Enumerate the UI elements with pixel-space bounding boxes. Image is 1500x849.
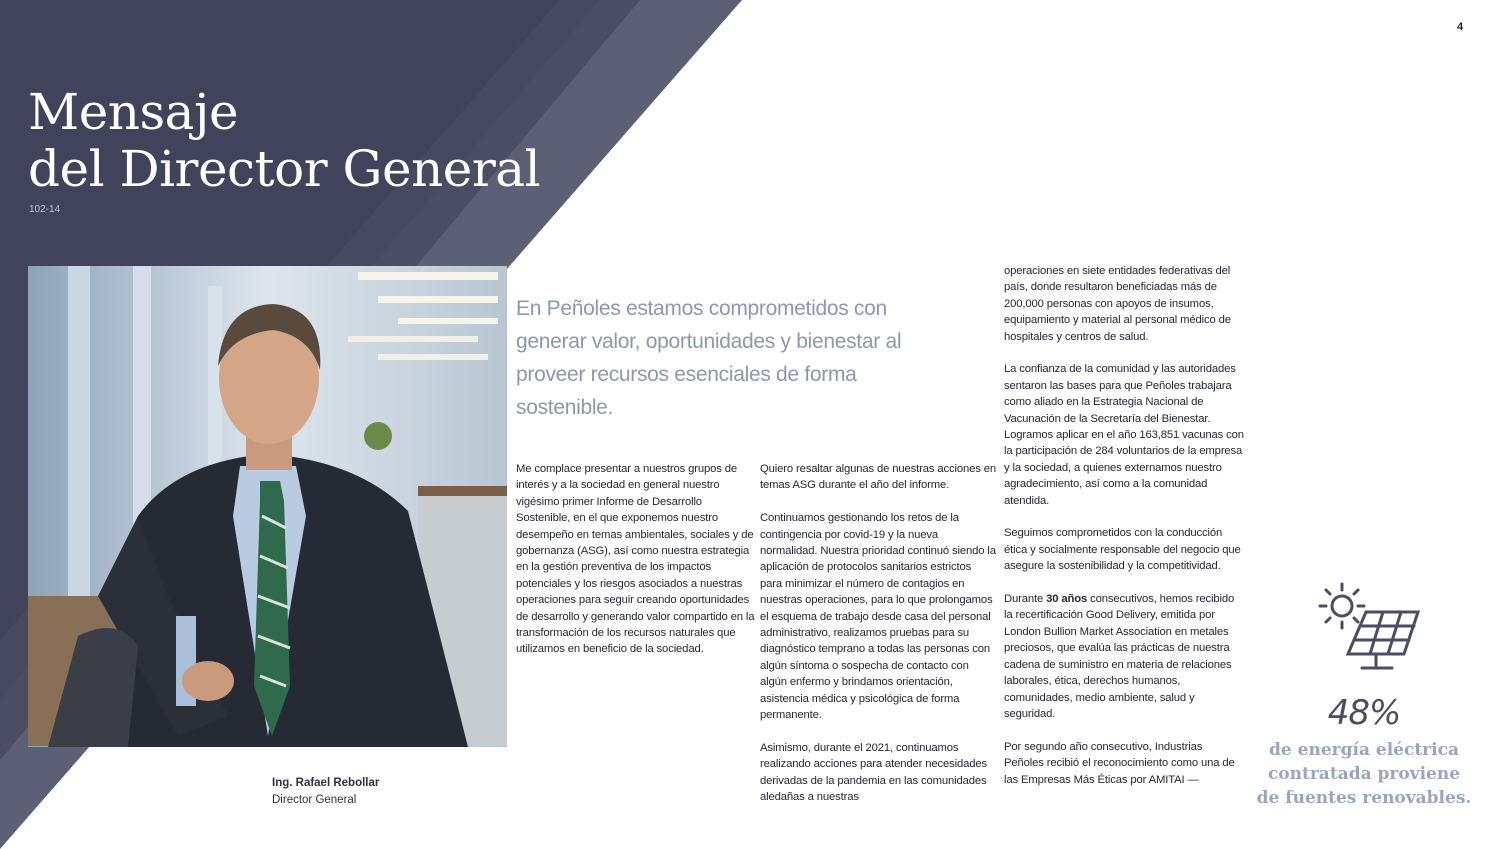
solar-panel-icon [1314, 580, 1420, 672]
body-column-3 [1004, 263, 1244, 788]
paragraph: operaciones en siete entidades federativas del país, donde resultaron beneficiadas más de 200,000 personas con apoyos de insumos, equipamiento y material al personal médico de hospitales y centros de salud. [1004, 265, 1231, 343]
portrait-illustration [28, 266, 507, 747]
director-role: Director General [272, 794, 357, 806]
director-name: Ing. Rafael Rebollar [272, 777, 380, 789]
bold-highlight: 30 años [1046, 593, 1088, 606]
title-line-2: del Director General [28, 140, 541, 198]
paragraph: La confianza de la comunidad y las autoridades sentaron las bases para que Peñoles trabajara como aliado en la Estrategia Nacional de Vacunación de la Secretaría del Bienestar. Logramos aplicar en el año 163,851 vacunas con la participación de 284 voluntarios de la empresa y la sociedad, a quienes externamos nuestro agradecimiento, así como a la comunidad atendida. [1004, 363, 1244, 507]
stat-description: de energía eléctrica contratada proviene de fuentes renovables. [1256, 740, 1472, 808]
paragraph: Continuamos gestionando los retos de la contingencia por covid-19 y la nueva normalidad. Nuestra prioridad continuó siendo la aplicación de protocolos sanitarios estrictos para minimizar el número de contagios en nuestras operaciones, para lo que prolongamos el esquema de trabajo desde casa del personal administrativo, realizamos pruebas para su diagnóstico temprano a todas las personas con algún síntoma o sospecha de contacto con algún enfermo y brindamos orientación, asistencia médica y psicológica de forma permanente. [760, 512, 996, 722]
paragraph: Quiero resaltar algunas de nuestras acciones en temas ASG durante el año del informe. [760, 463, 996, 492]
photo-caption [272, 775, 379, 809]
title-line-1: Mensaje [28, 83, 239, 141]
gri-code: 102-14 [29, 204, 61, 215]
page-number: 4 [1456, 21, 1464, 33]
page-title [28, 84, 540, 198]
paragraph: Seguimos comprometidos con la conducción ética y socialmente responsable del negocio que asegure la sostenibilidad y la competitividad. [1004, 527, 1241, 573]
body-column-1 [516, 461, 756, 658]
paragraph: Por segundo año consecutivo, Industrias Peñoles recibió el reconocimiento como una de las Empresas Más Éticas por AMITAI — [1004, 740, 1235, 786]
stat-percent: 48% [1327, 693, 1401, 733]
director-portrait-photo [28, 266, 507, 747]
paragraph-good-delivery: Durante 30 años consecutivos, hemos recibido la recertificación Good Delivery, emitida por London Bullion Market Association en metales preciosos, que evalúa las prácticas de nuestra cadena de suministro en materia de relaciones laborales, ética, derechos humanos, comunidades, medio ambiente, salud y seguridad. [1004, 593, 1235, 720]
paragraph: Me complace presentar a nuestros grupos de interés y a la sociedad en general nuestro vigésimo primer Informe de Desarrollo Sostenible, en el que exponemos nuestro desempeño en temas ambientales, sociales y de gobernanza (ASG), así como nuestra estrategia en la gestión preventiva de los impactos potenciales y los riesgos asociados a nuestras operaciones para seguir creando oportunidades de desarrollo y generando valor compartido en la transformación de los recursos naturales que utilizamos en beneficio de la sociedad. [516, 463, 755, 656]
paragraph: Asimismo, durante el 2021, continuamos realizando acciones para atender necesidades derivadas de la pandemia en las comunidades aledañas a nuestras [760, 741, 988, 804]
body-column-2 [760, 461, 996, 806]
lead-quote: En Peñoles estamos comprometidos con generar valor, oportunidades y bienestar al proveer recursos esenciales de forma sostenible. [516, 297, 902, 419]
